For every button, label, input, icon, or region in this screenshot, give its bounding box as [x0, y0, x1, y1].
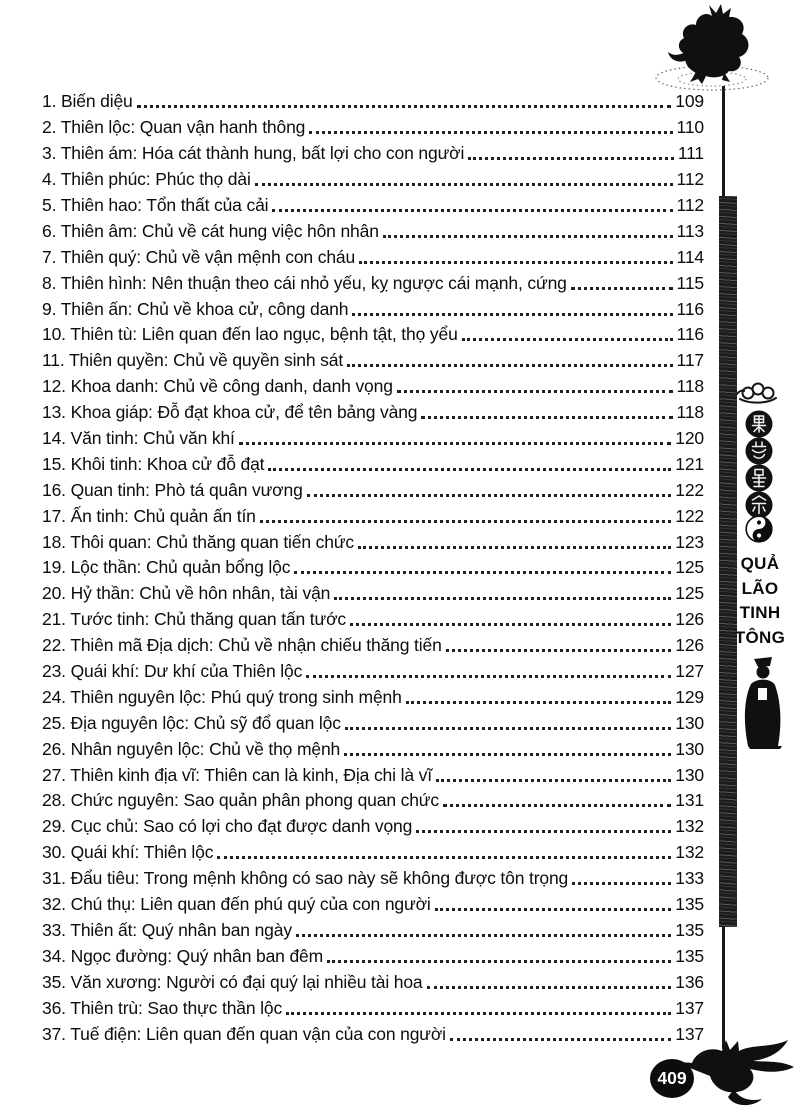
toc-entry-page: 111: [677, 143, 704, 164]
toc-entry: [42, 659, 704, 685]
sage-figure-illustration-icon: [736, 656, 788, 756]
toc-entry-label: 9. Thiên ấn: Chủ về khoa cử, công danh: [42, 298, 349, 319]
toc-entry-page: 137: [675, 997, 704, 1018]
toc-entry: [42, 348, 704, 374]
toc-entry: [42, 814, 704, 840]
toc-entry-label: 29. Cục chủ: Sao có lợi cho đạt được danh vọng: [42, 816, 413, 837]
toc-entry: [42, 918, 704, 944]
toc-entry-label: 24. Thiên nguyên lộc: Phú quý trong sinh mệnh: [42, 686, 402, 707]
dotted-leader: [217, 856, 671, 859]
toc-entry: [42, 193, 704, 219]
series-title-line: TINH: [739, 603, 781, 622]
toc-entry-label: 33. Thiên ất: Quý nhân ban ngày: [42, 919, 292, 940]
toc-entry-page: 113: [676, 220, 704, 241]
toc-entry-label: 21. Tước tinh: Chủ thăng quan tấn tước: [42, 609, 347, 630]
dotted-leader: [268, 468, 671, 471]
toc-entry-page: 132: [675, 816, 704, 837]
toc-entry-label: 27. Thiên kinh địa vĩ: Thiên can là kinh, Địa chi là vĩ: [42, 764, 432, 785]
toc-entry-page: 130: [675, 738, 704, 759]
toc-entry-page: 135: [675, 919, 704, 940]
rail-line-bottom: [722, 927, 725, 1049]
toc-entry: [42, 840, 704, 866]
toc-entry-page: 137: [675, 1023, 704, 1044]
toc-entry-page: 121: [675, 453, 704, 474]
series-title-line: TÔNG: [734, 627, 786, 647]
dotted-leader: [397, 390, 673, 393]
toc-entry: [42, 451, 704, 477]
toc-entry-label: 4. Thiên phúc: Phúc thọ dài: [42, 169, 251, 190]
toc-entry-label: 20. Hỷ thần: Chủ về hôn nhân, tài vận: [42, 583, 331, 604]
toc-entry-label: 16. Quan tinh: Phò tá quân vương: [42, 479, 303, 500]
series-title-line: QUẢ: [740, 554, 780, 573]
toc-entry-page: 109: [675, 91, 704, 112]
toc-entry-label: 19. Lộc thần: Chủ quản bổng lộc: [42, 557, 291, 578]
yin-yang-icon: [745, 515, 773, 548]
toc-entry-label: 7. Thiên quý: Chủ về vận mệnh con cháu: [42, 246, 356, 267]
seal-character-icon: [745, 464, 773, 492]
dotted-leader: [286, 1012, 671, 1015]
dotted-leader: [294, 571, 671, 574]
toc-entry-page: 123: [675, 531, 704, 552]
dotted-leader: [344, 753, 671, 756]
dotted-leader: [443, 804, 671, 807]
toc-entry-page: 120: [675, 428, 704, 449]
toc-entry-page: 115: [676, 272, 704, 293]
toc-entry: [42, 218, 704, 244]
dotted-leader: [272, 209, 672, 212]
toc-entry: [42, 1021, 704, 1047]
toc-entry: [42, 866, 704, 892]
dotted-leader: [571, 287, 673, 290]
page-number-badge: 409: [650, 1059, 694, 1098]
toc-entry: [42, 270, 704, 296]
dotted-leader: [450, 1038, 671, 1041]
toc-entry: [42, 943, 704, 969]
toc-entry-page: 135: [675, 945, 704, 966]
toc-entry: [42, 684, 704, 710]
dotted-leader: [334, 597, 671, 600]
series-title: [717, 552, 800, 650]
toc-entry-label: 31. Đẩu tiêu: Trong mệnh không có sao này sẽ không được tôn trọng: [42, 868, 569, 889]
toc-entry-label: 30. Quái khí: Thiên lộc: [42, 842, 214, 863]
toc-entry-page: 112: [676, 195, 704, 215]
toc-entry: [42, 581, 704, 607]
dotted-leader: [309, 131, 672, 134]
toc-entry-label: 8. Thiên hình: Nên thuận theo cái nhỏ yếu, kỵ ngược cái mạnh, cứng: [42, 272, 567, 293]
toc-entry-label: 2. Thiên lộc: Quan vận hanh thông: [42, 117, 306, 138]
toc-entry-page: 136: [675, 971, 704, 992]
toc-entry: [42, 529, 704, 555]
dotted-leader: [416, 830, 671, 833]
dotted-leader: [306, 675, 671, 678]
toc-entry-page: 112: [676, 169, 704, 190]
toc-entry-label: 15. Khôi tinh: Khoa cử đỗ đạt: [42, 453, 265, 474]
cloud-scroll-icon: [735, 380, 781, 411]
toc-entry: [42, 167, 704, 193]
dotted-leader: [406, 701, 672, 704]
dotted-leader: [350, 623, 671, 626]
toc-entry-label: 11. Thiên quyền: Chủ về quyền sinh sát: [42, 350, 344, 371]
toc-entry-label: 25. Địa nguyên lộc: Chủ sỹ đổ quan lộc: [42, 712, 341, 733]
toc-entry-page: 130: [675, 712, 704, 733]
toc-entry-label: 17. Ấn tinh: Chủ quản ấn tín: [42, 505, 256, 526]
seal-character-icon: [745, 410, 773, 438]
toc-entry: [42, 710, 704, 736]
dotted-leader: [468, 157, 674, 160]
dotted-leader: [435, 908, 672, 911]
dotted-leader: [358, 546, 671, 549]
toc-entry-label: 23. Quái khí: Dư khí của Thiên lộc: [42, 661, 303, 682]
toc-entry-page: 122: [675, 505, 704, 526]
dotted-leader: [137, 105, 672, 108]
toc-entry: [42, 995, 704, 1021]
dotted-leader: [260, 520, 672, 523]
toc-entry: [42, 477, 704, 503]
toc-entry-label: 6. Thiên âm: Chủ về cát hung việc hôn nhân: [42, 220, 379, 241]
toc-entry-label: 3. Thiên ám: Hóa cát thành hung, bất lợi cho con người: [42, 143, 465, 164]
toc-entry-label: 26. Nhân nguyên lộc: Chủ về thọ mệnh: [42, 738, 341, 759]
toc-entry-page: 116: [676, 298, 704, 319]
dotted-leader: [446, 649, 672, 652]
dotted-leader: [383, 235, 673, 238]
toc-entry-label: 1. Biến diệu: [42, 91, 133, 112]
toc-entry: [42, 736, 704, 762]
phoenix-bird-illustration-icon: [676, 1034, 798, 1114]
toc-entry-label: 37. Tuế điện: Liên quan đến quan vận của con người: [42, 1023, 446, 1044]
toc-entry-label: 5. Thiên hao: Tổn thất của cải: [42, 195, 269, 215]
toc-entry: [42, 426, 704, 452]
toc-entry: [42, 607, 704, 633]
toc-entry-label: 35. Văn xương: Người có đại quý lại nhiều tài hoa: [42, 971, 423, 992]
toc-entry-page: 122: [675, 479, 704, 500]
toc-entry-label: 36. Thiên trù: Sao thực thần lộc: [42, 997, 283, 1018]
toc-entry-page: 130: [675, 764, 704, 785]
toc-entry-page: 110: [676, 117, 704, 138]
toc-entry-page: 118: [676, 402, 704, 423]
toc-entry-page: 129: [675, 686, 704, 707]
toc-entry-page: 117: [676, 350, 704, 371]
toc-entry-page: 114: [676, 246, 704, 267]
toc-entry-page: 131: [675, 790, 704, 811]
dotted-leader: [352, 313, 672, 316]
toc-entry-page: 127: [675, 661, 704, 682]
toc-entry: [42, 400, 704, 426]
dotted-leader: [572, 882, 671, 885]
rail-line-top: [722, 86, 725, 196]
toc-entry-label: 12. Khoa danh: Chủ về công danh, danh vọng: [42, 376, 393, 397]
toc-entry-label: 13. Khoa giáp: Đỗ đạt khoa cử, để tên bảng vàng: [42, 402, 418, 423]
toc-entry: [42, 115, 704, 141]
dragon-illustration-icon: [646, 2, 786, 99]
toc-entry-label: 18. Thôi quan: Chủ thăng quan tiến chức: [42, 531, 355, 552]
toc-entry-label: 10. Thiên tù: Liên quan đến lao ngục, bệnh tật, thọ yểu: [42, 324, 458, 345]
toc-entry: [42, 244, 704, 270]
dotted-leader: [359, 261, 672, 264]
dotted-leader: [327, 960, 671, 963]
toc-entry: [42, 374, 704, 400]
toc-entry: [42, 555, 704, 581]
dotted-leader: [436, 779, 671, 782]
toc-entry-page: 125: [675, 583, 704, 604]
series-title-line: LÃO: [741, 578, 779, 598]
toc-entry-label: 34. Ngọc đường: Quý nhân ban đêm: [42, 945, 324, 966]
toc-entry-page: 126: [675, 635, 704, 656]
toc-entry-page: 116: [676, 324, 704, 345]
toc-entry-label: 32. Chú thụ: Liên quan đến phú quý của con người: [42, 894, 431, 915]
toc-entry: [42, 503, 704, 529]
seal-character-icon: [745, 437, 773, 465]
toc-entry-label: 28. Chức nguyên: Sao quản phân phong quan chức: [42, 790, 439, 811]
toc-entry: [42, 633, 704, 659]
toc-entry-label: 22. Thiên mã Địa dịch: Chủ về nhận chiếu thăng tiến: [42, 635, 442, 656]
dotted-leader: [347, 364, 672, 367]
toc-entry: [42, 296, 704, 322]
toc-entry-label: 14. Văn tinh: Chủ văn khí: [42, 428, 235, 449]
toc-entry: [42, 762, 704, 788]
toc-entry-page: 125: [675, 557, 704, 578]
toc-entry-page: 135: [675, 894, 704, 915]
toc-entry: [42, 892, 704, 918]
toc-entry: [42, 969, 704, 995]
dotted-leader: [239, 442, 671, 445]
toc-entry-page: 132: [675, 842, 704, 863]
toc-entry: [42, 141, 704, 167]
toc-entry-page: 126: [675, 609, 704, 630]
toc-entry-page: 118: [676, 376, 704, 397]
dotted-leader: [345, 727, 671, 730]
toc-entry: [42, 322, 704, 348]
dotted-leader: [255, 183, 673, 186]
dotted-leader: [462, 338, 673, 341]
toc-list: [42, 89, 704, 1047]
toc-entry: [42, 89, 704, 115]
dotted-leader: [307, 494, 672, 497]
dotted-leader: [427, 986, 672, 989]
toc-entry-page: 133: [675, 868, 704, 889]
dotted-leader: [296, 934, 671, 937]
toc-entry: [42, 788, 704, 814]
dotted-leader: [421, 416, 672, 419]
